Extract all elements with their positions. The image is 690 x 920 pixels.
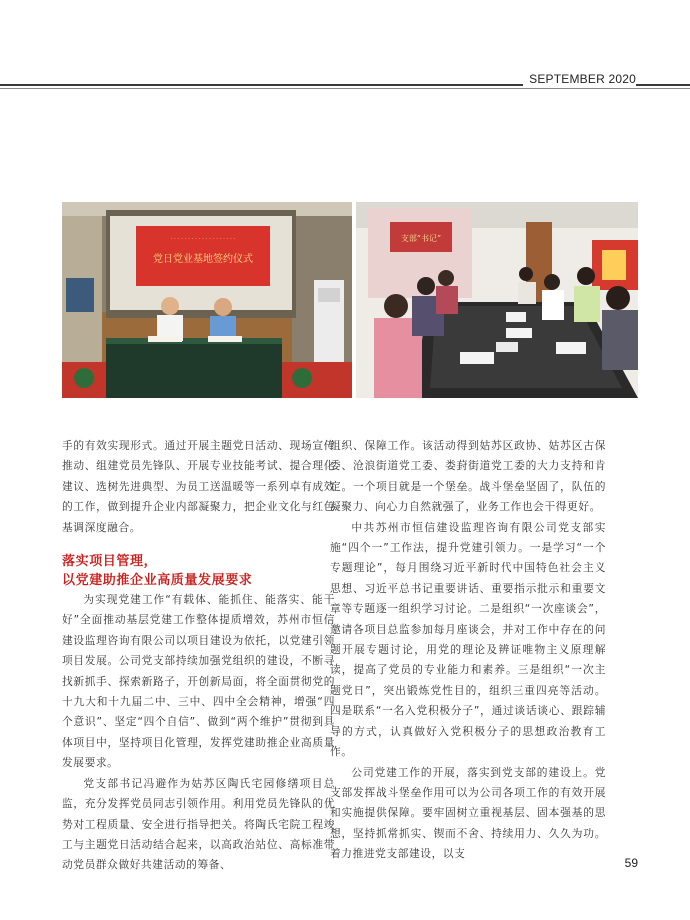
paragraph: 组织、保障工作。该活动得到姑苏区政协、姑苏区古保委、沧浪街道党工委、娄葑街道党工委的大力支持和肯定。一个项目就是一个堡垒。战斗堡垒坚固了，队伍的凝聚力、向心力自然就强了，业务工作也会干得更好。 <box>330 439 606 514</box>
paragraph: 党支部书记冯避作为姑苏区陶氏宅园修缮项目总监，充分发挥党员同志引领作用。利用党员先锋队的优势对工程质量、安全进行指导把关。将陶氏宅院工程竣工与主题党日活动结合起来，以高政治站位、高标准带动党员群众做好共建活动的筹备、 <box>62 776 335 872</box>
wall-banner-text: 支部“书记” <box>400 234 442 243</box>
paragraph: 公司党建工作的开展，落实到党支部的建设上。党支部发挥战斗堡垒作用可以为公司各项工作的有效开展和实施提供保障。要牢固树立重视基层、固本强基的思想，坚持抓常抓实、锲而不舍、持续用力、久久为功。着力推进党支部建设，以支 <box>330 765 606 861</box>
right-column <box>330 436 606 865</box>
section-heading <box>62 552 335 590</box>
section-heading-line2: 以党建助推企业高质量发展要求 <box>62 573 253 589</box>
issue-date: SEPTEMBER 2020 <box>523 72 636 86</box>
header-rule-thin <box>0 88 690 89</box>
page-number: 59 <box>624 856 638 870</box>
photo-meeting-room <box>356 202 638 398</box>
paragraph: 手的有效实现形式。通过开展主题党日活动、现场宣传推动、组建党员先锋队、开展专业技能考试、提合理化建议、选树先进典型、为员工送温暖等一系列卓有成效的工作，做到提升企业内部凝聚力，把企业文化与红色基调深度融合。 <box>62 439 335 534</box>
paragraph: 中共苏州市恒信建设监理咨询有限公司党支部实施“四个一”工作法，提升党建引领力。一是学习“一个专题理论”，每月围绕习近平新时代中国特色社会主义思想、习近平总书记重要讲话、重要指示批示和重要文章等专题逐一组织学习讨论。二是组织“一次座谈会”，邀请各项目总监参加每月座谈会，并对工作中存在的问题开展专题讨论，用党的理论及辨证唯物主义原理解读，提高了党员的专业能力和素养。三是组织“一次主题党日”，突出锻炼党性目的，组织三重四亮等活动。四是联系“一名入党积极分子”，通过谈话谈心、跟踪辅导的方式，认真做好入党积极分子的思想政治教育工作。 <box>330 520 606 759</box>
svg-text:· · · · · · · · · · · · · · ·: · · · · · · · · · · · · · · · · · · · <box>170 236 236 242</box>
paragraph: 为实现党建工作“有载体、能抓住、能落实、能干好”全面推动基层党建工作整体提质增效，苏州市恒信建设监理咨询有限公司以项目建设为依托，以党建引领项目发展。公司党支部持续加强党组织的建设，不断寻找新抓手、探索新路子，开创新局面，将全面贯彻党的十九大和十九届二中、三中、四中全会精神，增强“四个意识”、坚定“四个自信”、做到“两个维护”贯彻到具体项目中，坚持项目化管理，发挥党建助推企业高质量发展要求。 <box>62 593 335 770</box>
left-column <box>62 436 335 876</box>
photo-signing-ceremony <box>62 202 352 398</box>
screen-banner-text: 党日党业基地签约仪式 <box>153 254 253 265</box>
section-heading-line1: 落实项目管理， <box>62 554 158 570</box>
